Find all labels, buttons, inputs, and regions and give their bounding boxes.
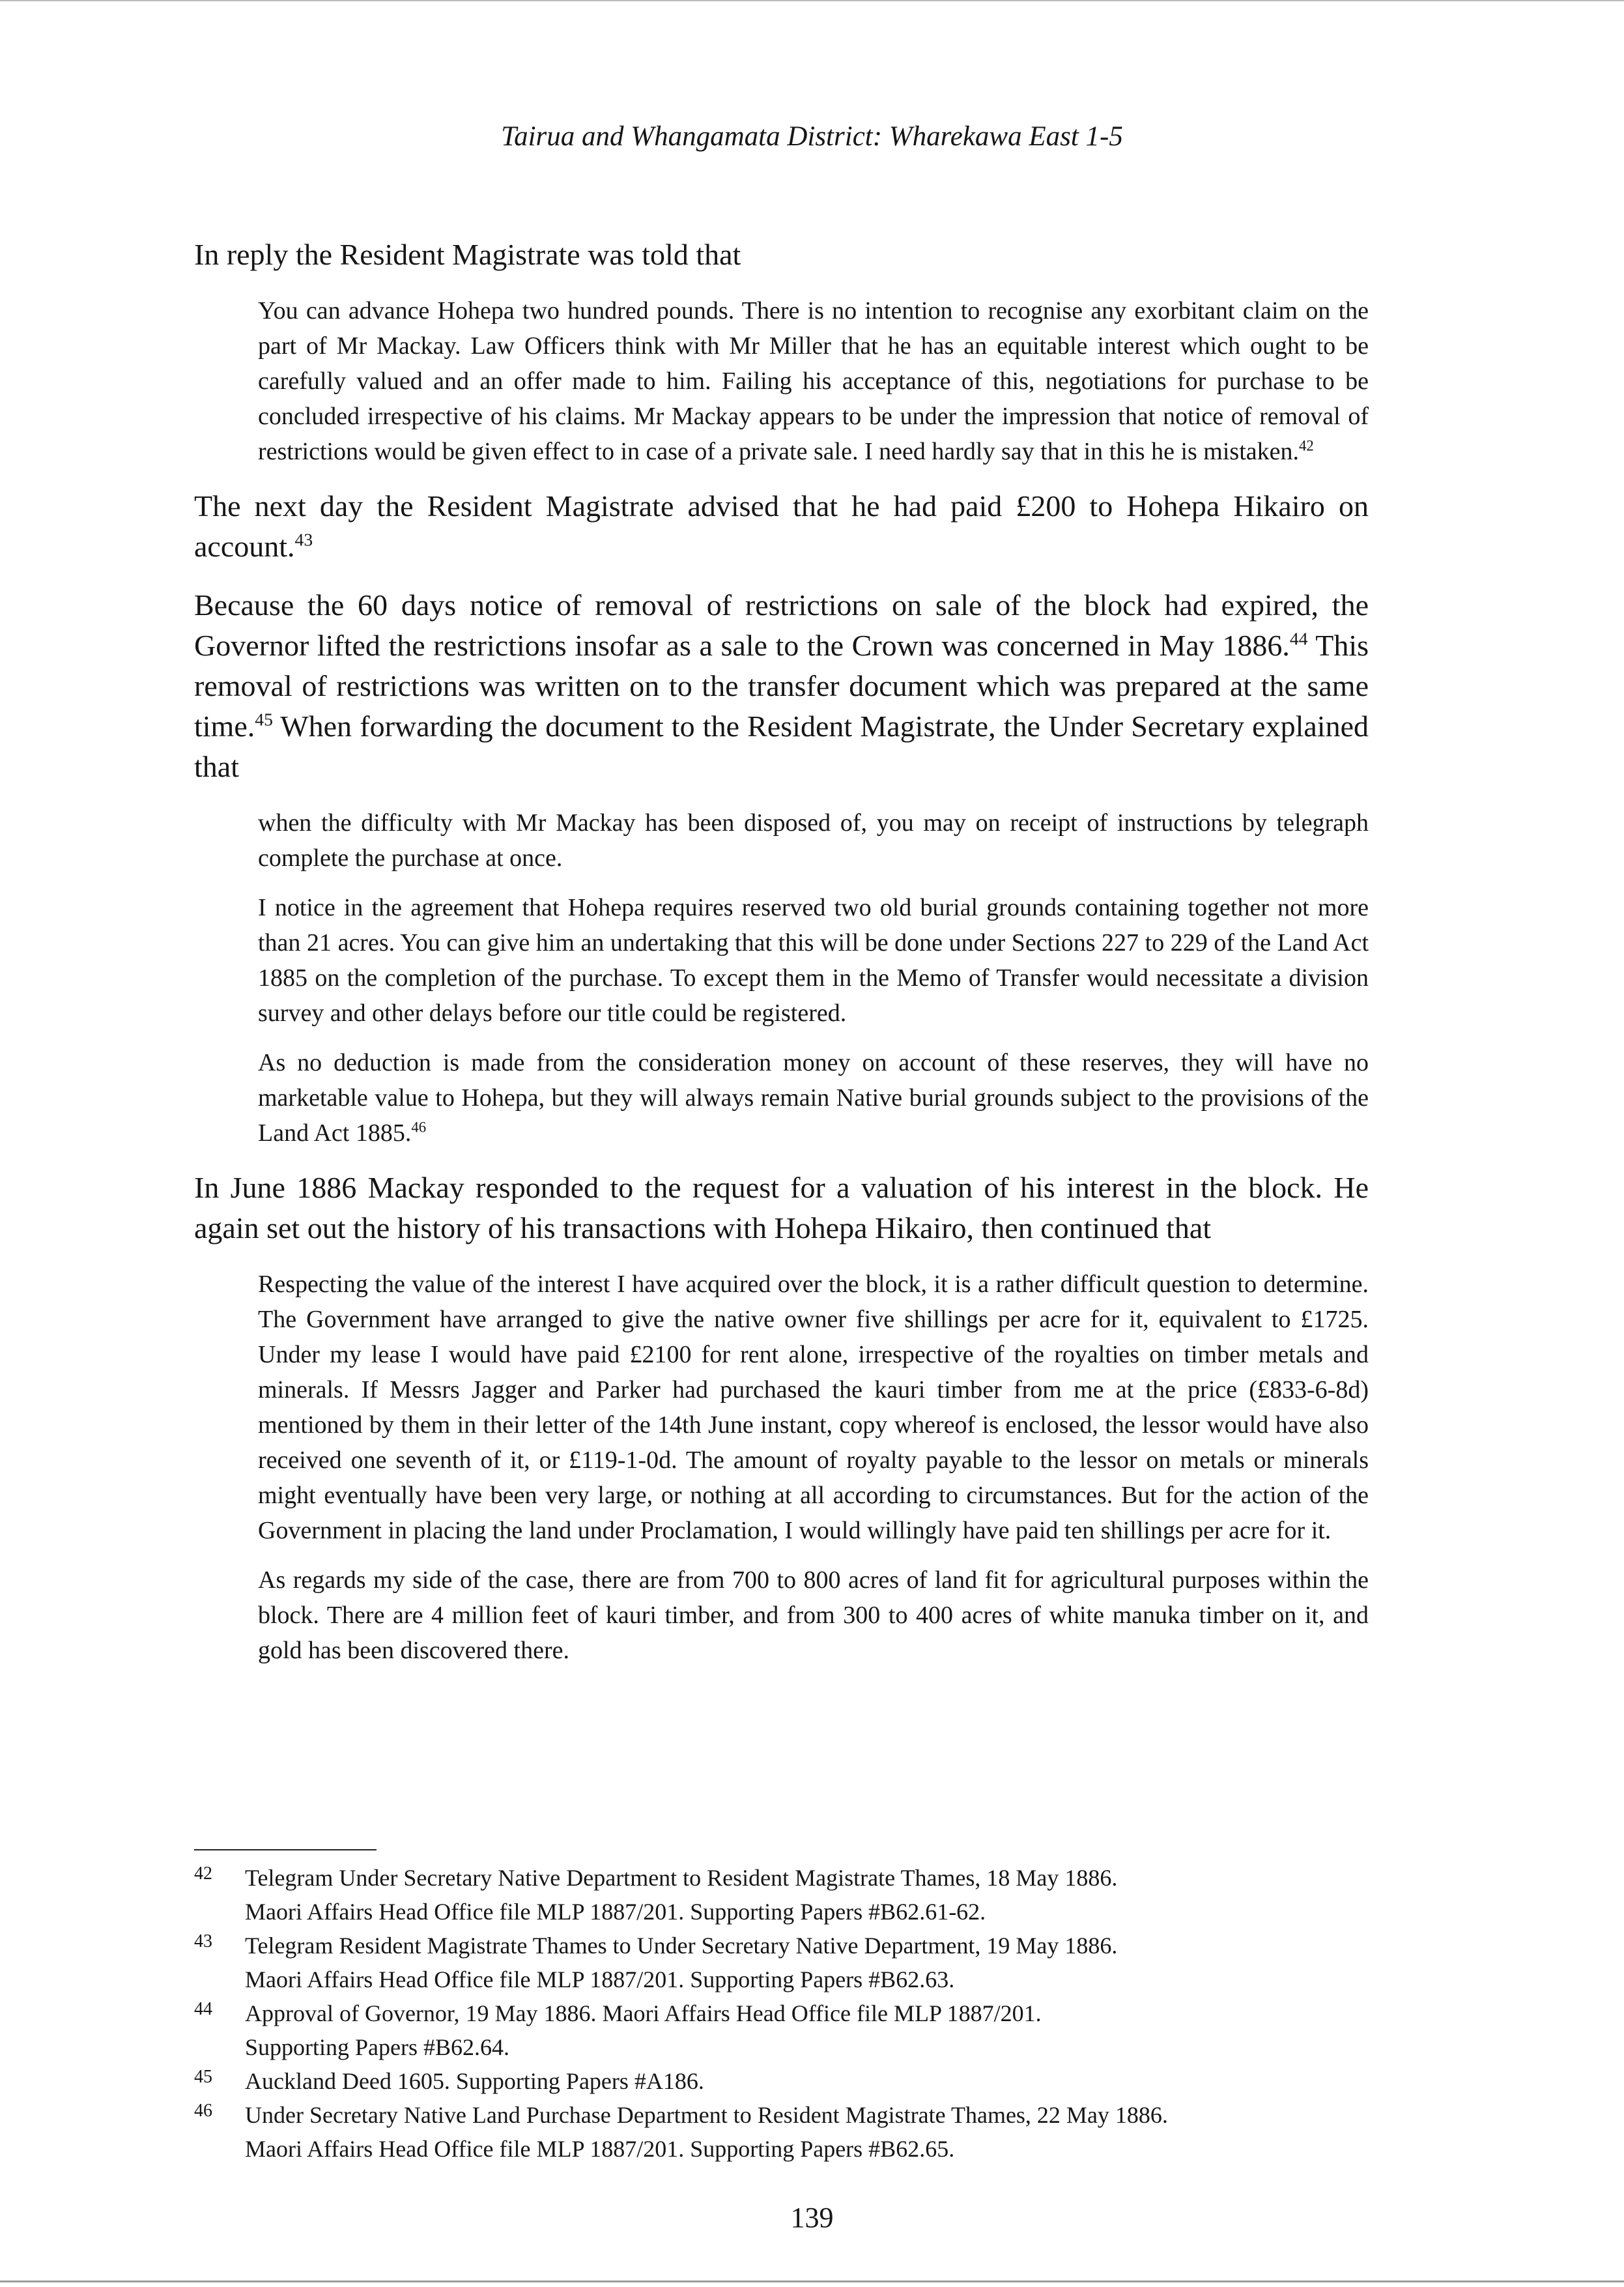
paragraph-3-text-b: This removal of restrictions was written on to the transfer document which was prepared at the same time. <box>194 629 1369 743</box>
block-quote-2 <box>194 805 1369 1151</box>
footnote-44 <box>194 1996 1369 2064</box>
footnote-separator <box>194 1849 377 1850</box>
quote-text: I notice in the agreement that Hohepa requires reserved two old burial grounds containing together not more than 21 acres. You can give him an undertaking that this will be done under Sections 227 to 229 of the Land Act 1885 on the completion of the purchase. To except them in the Memo of Transfer would necessitate a division survey and other delays before our title could be registered. <box>258 894 1369 1027</box>
footnote-line: Maori Affairs Head Office file MLP 1887/201. Supporting Papers #B62.65. <box>245 2136 955 2162</box>
paragraph-3 <box>194 585 1369 787</box>
footnote-line: Supporting Papers #B62.64. <box>245 2034 510 2060</box>
block-quote-3 <box>194 1267 1369 1668</box>
paragraph-1 <box>194 235 1369 275</box>
quote-text: As no deduction is made from the consideration money on account of these reserves, they will have no marketable value to Hohepa, but they will always remain Native burial grounds subject to the provisions of the Land Act 1885. <box>258 1049 1369 1147</box>
footnotes <box>194 1849 1369 2166</box>
page-number: 139 <box>790 2202 834 2234</box>
quote-paragraph <box>258 1045 1369 1151</box>
quote-paragraph <box>258 805 1369 876</box>
footnote-ref-46[interactable]: 46 <box>411 1119 427 1136</box>
quote-paragraph <box>258 1562 1369 1668</box>
quote-paragraph <box>258 890 1369 1031</box>
quote-text: You can advance Hohepa two hundred pounds. There is no intention to recognise any exorbitant claim on the part of Mr Mackay. Law Officers think with Mr Miller that he has an equitable interest which ought to be carefully valued and an offer made to him. Failing his acceptance of this, negotiations for purchase to be concluded irrespective of his claims. Mr Mackay appears to be under the impression that notice of removal of restrictions would be given effect to in case of a private sale. I need hardly say that in this he is mistaken. <box>258 297 1369 465</box>
footnote-line: Telegram Resident Magistrate Thames to Under Secretary Native Department, 19 May 1886. <box>245 1933 1118 1959</box>
quote-text: Respecting the value of the interest I have acquired over the block, it is a rather difficult question to determine. The Government have arranged to give the native owner five shillings per acre for it, equivalent to £1725. Under my lease I would have paid £2100 for rent alone, irrespective of the royalties on timber metals and minerals. If Messrs Jagger and Parker had purchased the kauri timber from me at the price (£833-6-8d) mentioned by them in their letter of the 14th June instant, copy whereof is enclosed, the lessor would have also received one seventh of it, or £119-1-0d. The amount of royalty payable to the lessor on metals or minerals might eventually have been very large, or nothing at all according to circumstances. But for the action of the Government in placing the land under Proclamation, I would willingly have paid ten shillings per acre for it. <box>258 1271 1369 1544</box>
footnote-number: 44 <box>194 1999 212 2019</box>
quote-text: As regards my side of the case, there are from 700 to 800 acres of land fit for agricultural purposes within the block. There are 4 million feet of kauri timber, and from 300 to 400 acres of white manuka timber on it, and gold has been discovered there. <box>258 1566 1369 1664</box>
paragraph-3-text-a: Because the 60 days notice of removal of restrictions on sale of the block had expired, the Governor lifted the restrictions insofar as a sale to the Crown was concerned in May 1886. <box>194 588 1369 662</box>
scan-edge-bottom <box>0 2280 1624 2282</box>
footnote-number: 45 <box>194 2067 212 2087</box>
footnote-line: Maori Affairs Head Office file MLP 1887/201. Supporting Papers #B62.63. <box>245 1966 955 1992</box>
footnote-number: 42 <box>194 1863 212 1884</box>
footnote-42 <box>194 1861 1369 1929</box>
paragraph-2 <box>194 486 1369 567</box>
footnote-number: 46 <box>194 2101 212 2121</box>
footnote-number: 43 <box>194 1931 212 1951</box>
footnote-line: Approval of Governor, 19 May 1886. Maori Affairs Head Office file MLP 1887/201. <box>245 2000 1042 2026</box>
footnote-ref-44[interactable]: 44 <box>1289 628 1308 649</box>
footnote-ref-43[interactable]: 43 <box>294 529 313 550</box>
footnote-46 <box>194 2098 1369 2166</box>
footnote-line: Auckland Deed 1605. Supporting Papers #A186. <box>245 2068 704 2094</box>
quote-paragraph <box>258 1267 1369 1548</box>
footnote-line: Under Secretary Native Land Purchase Department to Resident Magistrate Thames, 22 May 1886. <box>245 2102 1168 2128</box>
scan-edge-top <box>0 0 1624 1</box>
block-quote-1 <box>194 293 1369 469</box>
footnote-43 <box>194 1929 1369 1996</box>
main-text <box>194 235 1369 1685</box>
footnote-ref-45[interactable]: 45 <box>255 709 273 730</box>
paragraph-4-text: In June 1886 Mackay responded to the request for a valuation of his interest in the block. He again set out the history of his transactions with Hohepa Hikairo, then continued that <box>194 1171 1369 1244</box>
quote-text: when the difficulty with Mr Mackay has been disposed of, you may on receipt of instructions by telegraph complete the purchase at once. <box>258 809 1369 872</box>
quote-paragraph <box>258 293 1369 469</box>
paragraph-4 <box>194 1168 1369 1248</box>
paragraph-1-text: In reply the Resident Magistrate was told that <box>194 238 741 271</box>
footnote-45 <box>194 2064 1369 2098</box>
footnote-ref-42[interactable]: 42 <box>1299 437 1314 454</box>
footnote-line: Maori Affairs Head Office file MLP 1887/201. Supporting Papers #B62.61-62. <box>245 1899 986 1925</box>
paragraph-3-text-c: When forwarding the document to the Resident Magistrate, the Under Secretary explained that <box>194 710 1369 783</box>
paragraph-2-text: The next day the Resident Magistrate advised that he had paid £200 to Hohepa Hikairo on account. <box>194 489 1369 563</box>
running-header: Tairua and Whangamata District: Wharekawa East 1-5 <box>501 121 1123 152</box>
footnote-line: Telegram Under Secretary Native Department to Resident Magistrate Thames, 18 May 1886. <box>245 1865 1118 1891</box>
